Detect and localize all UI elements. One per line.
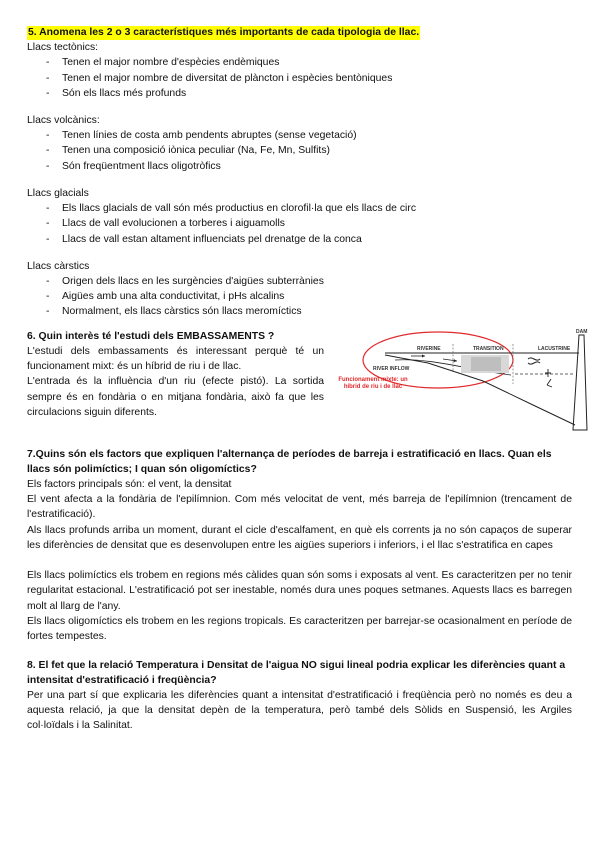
q7-section [27, 447, 572, 645]
group-title: Llacs tectònics: [27, 42, 99, 53]
group-list [27, 128, 572, 174]
group-title: Llacs glacials [27, 187, 89, 199]
q8-title: 8. El fet que la relació Temperatura i Densitat de l'aigua NO sigui lineal podria explicar les diferències quant a intensitat d'estratificació i freqüència? [27, 659, 566, 686]
list-item: - Llacs de vall evolucionen a torberes i aiguamolls [46, 216, 572, 231]
q7-title: 7.Quins són els factors que expliquen l'alternança de períodes de barreja i estratificació en llacs. Quan els llacs són polimíctics; I quan són oligomíctics? [27, 448, 552, 475]
flow-arrowhead-icon [454, 359, 457, 362]
q8-paragraph: Per una part sí que explicaria les diferències quant a intensitat d'estratificació i freqüència però no només es deu a aquesta relació, ja que la densitat depèn de la temperatura, però també dels Sòlids en Suspensió, les Argiles col·loïdals i la Salinitat. [27, 689, 572, 732]
q7-paragraph: Els llacs oligomíctics els trobem en les regions tropicals. Es caracteritzen per barrejar-se ocasionalment en període de fortes tempestes. [27, 616, 572, 643]
list-item: - Són els llacs més profunds [46, 86, 572, 101]
list-item: - Tenen el major nombre d'espècies endèmiques [46, 55, 572, 70]
q6-text [27, 329, 324, 420]
q6-paragraph: L'estudi dels embassaments és interessant perquè té un funcionament mixt: és un híbrid de riu i de llac. [27, 345, 324, 372]
mixing-arrow-icon [528, 357, 540, 359]
group-list [27, 274, 572, 320]
list-item: - Tenen el major nombre de diversitat de plàncton i espècies bentòniques [46, 71, 572, 86]
outflow-arrow-icon [547, 379, 552, 387]
label-riverine: RIVERINE [417, 345, 441, 352]
q6-paragraph: L'entrada és la influència d'un riu (efecte pistó). La sortida sempre és en fondària o en mitjana fondària, això fa que les circulacions siguin diferents. [27, 376, 324, 418]
group-tectonic [27, 40, 572, 101]
figure-annotation: Funcionament mixte: un híbrid de riu i de llac [338, 376, 408, 390]
group-karst [27, 259, 572, 320]
group-volcanic [27, 113, 572, 174]
group-title: Llacs càrstics [27, 260, 90, 272]
document-page [27, 26, 588, 733]
q6-title: 6. Quin interès té l'estudi dels EMBASSAMENTS ? [27, 330, 275, 342]
label-lacustrine: LACUSTRINE [538, 345, 571, 352]
q7-paragraph: El vent afecta a la fondària de l'epilímnion. Com més velocitat de vent, més barreja de l'epilímnion (trencament de l'estratificació). [27, 493, 572, 521]
label-river-inflow: RIVER INFLOW [373, 365, 410, 372]
dam-shape [573, 335, 587, 430]
list-item: - Normalment, els llacs càrstics són llacs meromíctics [46, 304, 572, 319]
label-transition: TRANSITION [473, 345, 504, 352]
cross-arrow-icon [545, 369, 551, 377]
list-item: - Aigües amb una alta conductivitat, i pHs alcalins [46, 289, 572, 304]
q7-paragraph: Els llacs polimíctics els trobem en regions més càlides quan són soms i exposats al vent. Es caracteritzen per no tenir regularitat estacional. L'estratificació pot ser inestable, només dura unes poques setmanes. Aquests llacs es barregen molt al llarg de l'any. [27, 570, 572, 612]
list-item: - Llacs de vall estan altament influenciats pel drenatge de la conca [46, 232, 572, 247]
group-list [27, 201, 572, 247]
list-item: - Tenen una composició iònica peculiar (Na, Fe, Mn, Sulfits) [46, 143, 572, 158]
transition-core [471, 357, 501, 371]
q8-section [27, 658, 572, 734]
reservoir-diagram [333, 329, 593, 433]
group-glacial [27, 186, 572, 247]
label-dam: DAM [576, 328, 588, 335]
group-list [27, 55, 572, 101]
list-item: - Els llacs glacials de vall són més productius en clorofil·la que els llacs de circ [46, 201, 572, 216]
q6-section [27, 328, 588, 433]
q7-paragraph: Els factors principals són: el vent, la densitat [27, 478, 232, 490]
list-item: - Origen dels llacs en les surgències d'aigües subterrànies [46, 274, 572, 289]
flow-arrowhead-icon [422, 354, 425, 357]
list-item: - Tenen línies de costa amb pendents abruptes (sense vegetació) [46, 128, 572, 143]
mixing-arrow-icon [528, 361, 540, 363]
q7-paragraph: Als llacs profunds arriba un moment, durant el cicle d'escalfament, en què els corrents ja no són capaços de superar les diferències de densitat que es desenvolupen entre les aigües superiors i inferiors, i el llac s'estratifica en capes [27, 524, 572, 551]
q5-section [27, 26, 572, 320]
group-title: Llacs volcànics: [27, 114, 100, 126]
list-item: - Són freqüentment llacs oligotròfics [46, 159, 572, 174]
q5-title: 5. Anomena les 2 o 3 característiques més importants de cada tipologia de llac. [28, 27, 420, 38]
